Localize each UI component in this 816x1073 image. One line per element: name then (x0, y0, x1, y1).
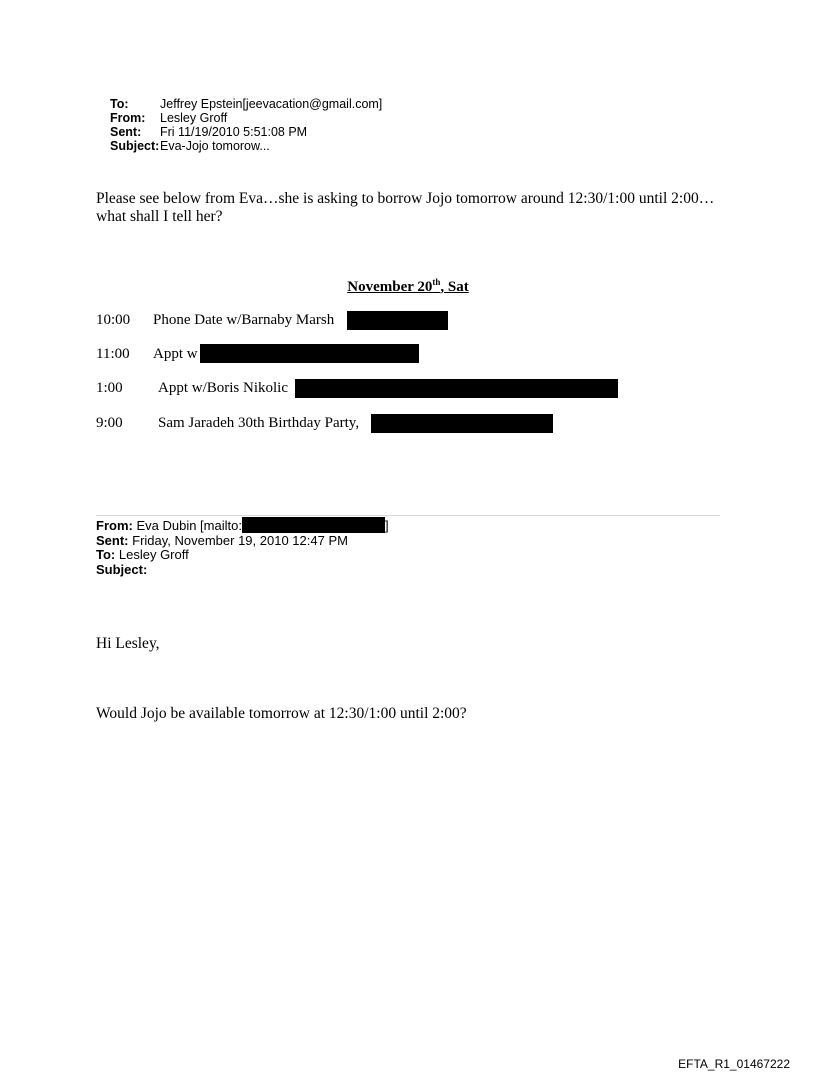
body-message: Would Jojo be available tomorrow at 12:30/1:00 until 2:00? (96, 705, 467, 722)
schedule-desc: Sam Jaradeh 30th Birthday Party, (158, 415, 360, 431)
header-to-row (110, 97, 382, 111)
document-id: EFTA_R1_01467222 (678, 1057, 790, 1071)
fwd-to-row (96, 548, 389, 563)
body-greeting: Hi Lesley, (96, 635, 160, 652)
header-sent-row (110, 125, 382, 139)
fwd-from-row (96, 517, 389, 534)
redaction-block (200, 344, 419, 363)
to-label: To: (110, 97, 129, 111)
fwd-from-value: Eva Dubin [mailto: (136, 518, 242, 533)
schedule-desc: Appt w (153, 346, 198, 362)
subject-label: Subject: (110, 139, 160, 153)
fwd-sent-row (96, 534, 389, 549)
schedule-desc: Appt w/Boris Nikolic (158, 380, 288, 396)
fwd-to-label: To: (96, 547, 116, 562)
fwd-sent-value: Friday, November 19, 2010 12:47 PM (132, 532, 348, 548)
from-label: From: (110, 111, 146, 125)
sent-value: Fri 11/19/2010 5:51:08 PM (160, 125, 308, 139)
redaction-block (371, 414, 553, 433)
schedule-desc: Phone Date w/Barnaby Marsh (153, 312, 335, 328)
email-header (110, 97, 382, 153)
schedule-title-date: November 20 (347, 279, 433, 295)
fwd-subject-label: Subject: (96, 561, 148, 577)
subject-value: Eva-Jojo tomorow... (160, 139, 270, 153)
fwd-to-value: Lesley Groff (118, 547, 189, 562)
header-subject-row (110, 139, 382, 153)
intro-paragraph: Please see below from Eva…she is asking to borrow Jojo tomorrow around 12:30/1:00 until 2:00…what shall I tell her? (96, 190, 715, 225)
redaction-block (295, 379, 618, 398)
redaction-block (347, 311, 448, 330)
fwd-subject-row (96, 563, 389, 578)
schedule-title (0, 277, 816, 296)
sent-label: Sent: (110, 125, 142, 139)
fwd-from-close: ] (384, 518, 389, 533)
fwd-from-label: From: (96, 518, 133, 533)
fwd-sent-label: Sent: (96, 532, 129, 548)
schedule-time: 1:00 (96, 380, 123, 396)
message-divider (96, 515, 720, 516)
to-value: Jeffrey Epstein[jeevacation@gmail.com] (160, 97, 383, 111)
schedule-title-suffix: th (432, 277, 441, 287)
header-from-row (110, 111, 382, 125)
schedule-time: 9:00 (96, 415, 123, 431)
schedule-time: 11:00 (96, 346, 130, 362)
schedule-time: 10:00 (96, 312, 131, 328)
redaction-block (242, 517, 385, 533)
forwarded-header (96, 517, 389, 577)
from-value: Lesley Groff (160, 111, 228, 125)
schedule-title-day: , Sat (440, 279, 469, 295)
